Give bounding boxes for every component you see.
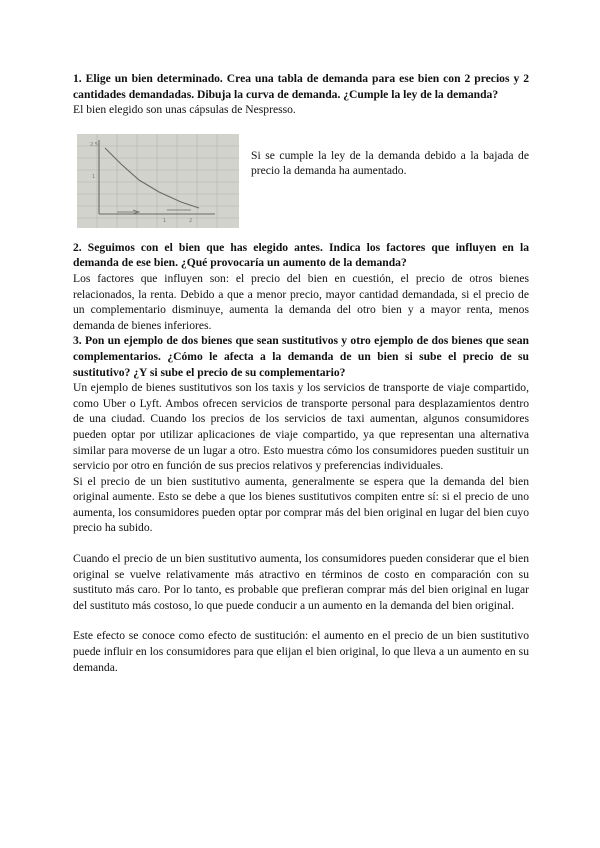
svg-text:2,5: 2,5	[90, 141, 98, 148]
question-3-paragraph-3: Cuando el precio de un bien sustitutivo aumenta, los consumidores pueden considerar que el bien original se vuelve relativamente más atractivo en términos de costo en comparación con su sustituto más caro. Por lo tanto, es probable que prefieran comprar más del bien original en lugar del sustituto más costoso, lo que puede conducir a un aumento en la demanda del bien original.	[73, 552, 529, 612]
question-1-answer: El bien elegido son unas cápsulas de Nespresso.	[73, 103, 296, 117]
svg-text:2: 2	[189, 217, 193, 224]
svg-text:1: 1	[163, 217, 167, 224]
figure-row	[73, 134, 529, 228]
demand-curve-photo	[77, 134, 239, 228]
document-page	[73, 71, 529, 675]
question-1-heading: 1. Elige un bien determinado. Crea una tabla de demanda para ese bien con 2 precios y 2 cantidades demandadas. Dibuja la curva de demanda. ¿Cumple la ley de la demanda?	[73, 72, 529, 101]
figure-note: Si se cumple la ley de la demanda debido a la bajada de precio la demanda ha aumentado.	[251, 148, 529, 178]
question-2-answer: Los factores que influyen son: el precio del bien en cuestión, el precio de otros bienes relacionados, la renta. Debido a que a menor precio, mayor cantidad demandada, si el precio de un complementario disminuye, aumenta la demanda del otro bien y a mayor renta, menos demanda de bienes inferiores.	[73, 271, 529, 332]
question-3-paragraph-2: Si el precio de un bien sustitutivo aumenta, generalmente se espera que la demanda del bien original aumente. Esto se debe a que los bienes sustitutivos compiten entre sí: si el precio de uno aumenta, los consumidores pueden optar por comprar más del bien original en lugar del bien cuyo precio ha subido.	[73, 474, 529, 535]
question-2-heading: 2. Seguimos con el bien que has elegido antes. Indica los factores que influyen en la demanda de ese bien. ¿Qué provocaría un aumento de la demanda?	[73, 240, 529, 270]
svg-text:1: 1	[92, 173, 96, 180]
question-3-paragraph-1: Un ejemplo de bienes sustitutivos son los taxis y los servicios de transporte de viaje compartido, como Uber o Lyft. Ambos ofrecen servicios de transporte personal para desplazamientos dentro de una ciudad. Cuando los precios de los servicios de taxi aumentan, algunos consumidores pueden optar por utilizar aplicaciones de viaje compartido, ya que representan una alternativa similar para moverse de un lugar a otro. Esto muestra cómo los consumidores pueden sustituir un servicio por otro en función de sus precios relativos y preferencias individuales.	[73, 381, 529, 473]
question-3-paragraph-4: Este efecto se conoce como efecto de sustitución: el aumento en el precio de un bien sustitutivo puede influir en los consumidores para que elijan el bien original, lo que lleva a un aumento en su demanda.	[73, 629, 529, 674]
question-3-heading: 3. Pon un ejemplo de dos bienes que sean sustitutivos y otro ejemplo de dos bienes que sean complementarios. ¿Cómo le afecta a la demanda de un bien si sube el precio de su sustitutivo? ¿Y si sube el precio de su complementario?	[73, 334, 529, 379]
